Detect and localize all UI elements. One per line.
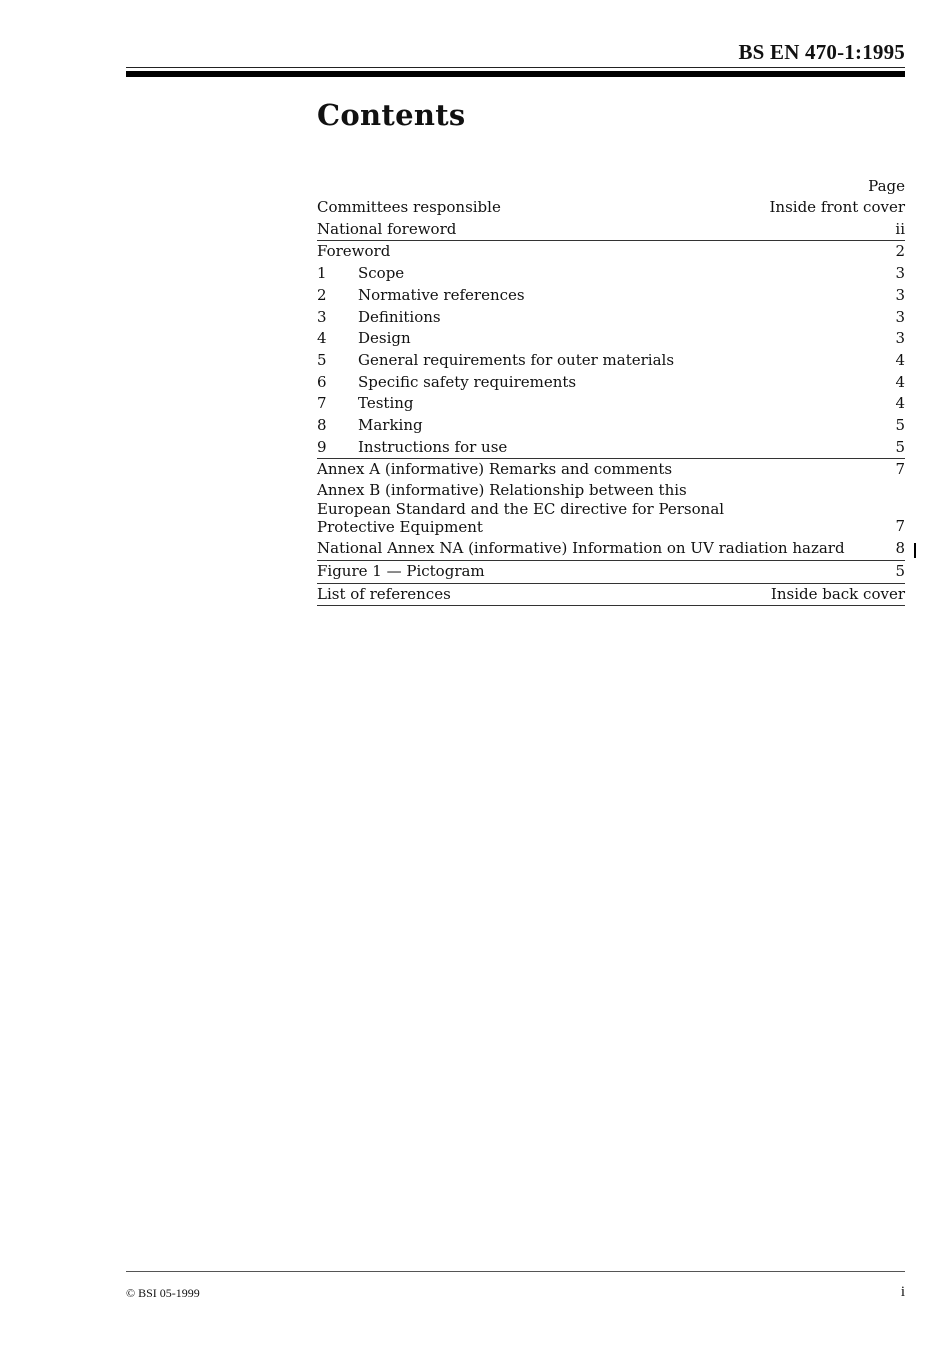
toc-entry-foreword[interactable] bbox=[317, 241, 905, 263]
toc-entry-design[interactable] bbox=[317, 328, 905, 350]
toc-entry-definitions[interactable] bbox=[317, 307, 905, 329]
header-rule-thick bbox=[126, 71, 905, 77]
toc-entry-page: 8 bbox=[895, 539, 905, 558]
table-of-contents bbox=[317, 175, 905, 606]
toc-entry-text: General requirements for outer materials bbox=[358, 350, 675, 369]
toc-entry-text: Marking bbox=[358, 416, 423, 435]
toc-entry-text: Committees responsible bbox=[317, 198, 501, 216]
header-rule-thin bbox=[126, 67, 905, 68]
toc-entry-scope[interactable] bbox=[317, 263, 905, 285]
toc-entry-page: Inside back cover bbox=[770, 584, 905, 603]
change-bar-marker bbox=[914, 543, 916, 558]
footer-rule bbox=[126, 1271, 905, 1272]
toc-entry-page: Inside front cover bbox=[769, 198, 905, 216]
toc-entry-page: ii bbox=[895, 219, 905, 238]
page-column-header: Page bbox=[868, 177, 905, 195]
toc-entry-number: 4 bbox=[317, 329, 327, 348]
page-number: i bbox=[900, 1284, 905, 1300]
toc-entry-general-requirements[interactable] bbox=[317, 350, 905, 372]
toc-entry-committees[interactable] bbox=[317, 197, 905, 219]
toc-entry-text: Definitions bbox=[358, 307, 441, 326]
toc-entry-figure-1[interactable] bbox=[317, 561, 905, 584]
toc-entry-number: 7 bbox=[317, 394, 327, 413]
toc-entry-page: 7 bbox=[895, 517, 905, 536]
toc-entry-specific-safety[interactable] bbox=[317, 372, 905, 394]
toc-entry-number: 6 bbox=[317, 372, 327, 391]
toc-entry-page: 3 bbox=[895, 264, 905, 283]
toc-entry-national-annex-na[interactable] bbox=[317, 538, 905, 561]
toc-entry-annex-b[interactable] bbox=[317, 481, 905, 538]
toc-entry-text: Figure 1 — Pictogram bbox=[317, 561, 485, 580]
toc-entry-page: 5 bbox=[895, 561, 905, 580]
toc-entry-number: 2 bbox=[317, 285, 327, 304]
toc-entry-marking[interactable] bbox=[317, 415, 905, 437]
toc-entry-number: 5 bbox=[317, 350, 327, 369]
document-id: BS EN 470-1:1995 bbox=[738, 40, 905, 64]
toc-entry-text: List of references bbox=[317, 584, 451, 603]
toc-entry-page: 3 bbox=[895, 329, 905, 348]
toc-entry-number: 8 bbox=[317, 416, 327, 435]
toc-entry-page: 3 bbox=[895, 285, 905, 304]
toc-entry-text: Specific safety requirements bbox=[358, 372, 577, 391]
toc-entry-number: 9 bbox=[317, 437, 327, 456]
toc-entry-national-foreword[interactable] bbox=[317, 219, 905, 242]
toc-entry-number: 1 bbox=[317, 264, 327, 283]
toc-entry-text: National Annex NA (informative) Information on UV radiation hazard bbox=[317, 539, 845, 558]
toc-entry-text: Annex B (informative) Relationship between this European Standard and the EC directive for Personal Protective Equipment bbox=[317, 481, 725, 537]
toc-entry-text: Instructions for use bbox=[358, 437, 508, 456]
toc-entry-page: 3 bbox=[895, 307, 905, 326]
toc-entry-page: 5 bbox=[895, 416, 905, 435]
toc-entry-text: Design bbox=[358, 329, 411, 348]
toc-entry-text: Annex A (informative) Remarks and comments bbox=[317, 460, 673, 479]
toc-entry-normative-references[interactable] bbox=[317, 285, 905, 307]
toc-entry-text: Foreword bbox=[317, 242, 391, 261]
toc-entry-page: 4 bbox=[895, 394, 905, 413]
toc-entry-page: 2 bbox=[895, 242, 905, 261]
toc-entry-text: Scope bbox=[358, 264, 405, 283]
copyright-notice: © BSI 05-1999 bbox=[126, 1286, 200, 1300]
toc-entry-page: 4 bbox=[895, 350, 905, 369]
page-title: Contents bbox=[317, 98, 466, 132]
toc-entry-text: Normative references bbox=[358, 285, 525, 304]
toc-entry-testing[interactable] bbox=[317, 393, 905, 415]
toc-entry-annex-a[interactable] bbox=[317, 459, 905, 481]
toc-entry-number: 3 bbox=[317, 307, 327, 326]
toc-entry-text: National foreword bbox=[317, 219, 457, 238]
toc-entry-text: Testing bbox=[358, 394, 414, 413]
toc-entry-list-of-references[interactable] bbox=[317, 584, 905, 607]
toc-entry-page: 7 bbox=[895, 460, 905, 479]
toc-entry-page: 5 bbox=[895, 437, 905, 456]
toc-entry-instructions[interactable] bbox=[317, 437, 905, 460]
toc-entry-page: 4 bbox=[895, 372, 905, 391]
